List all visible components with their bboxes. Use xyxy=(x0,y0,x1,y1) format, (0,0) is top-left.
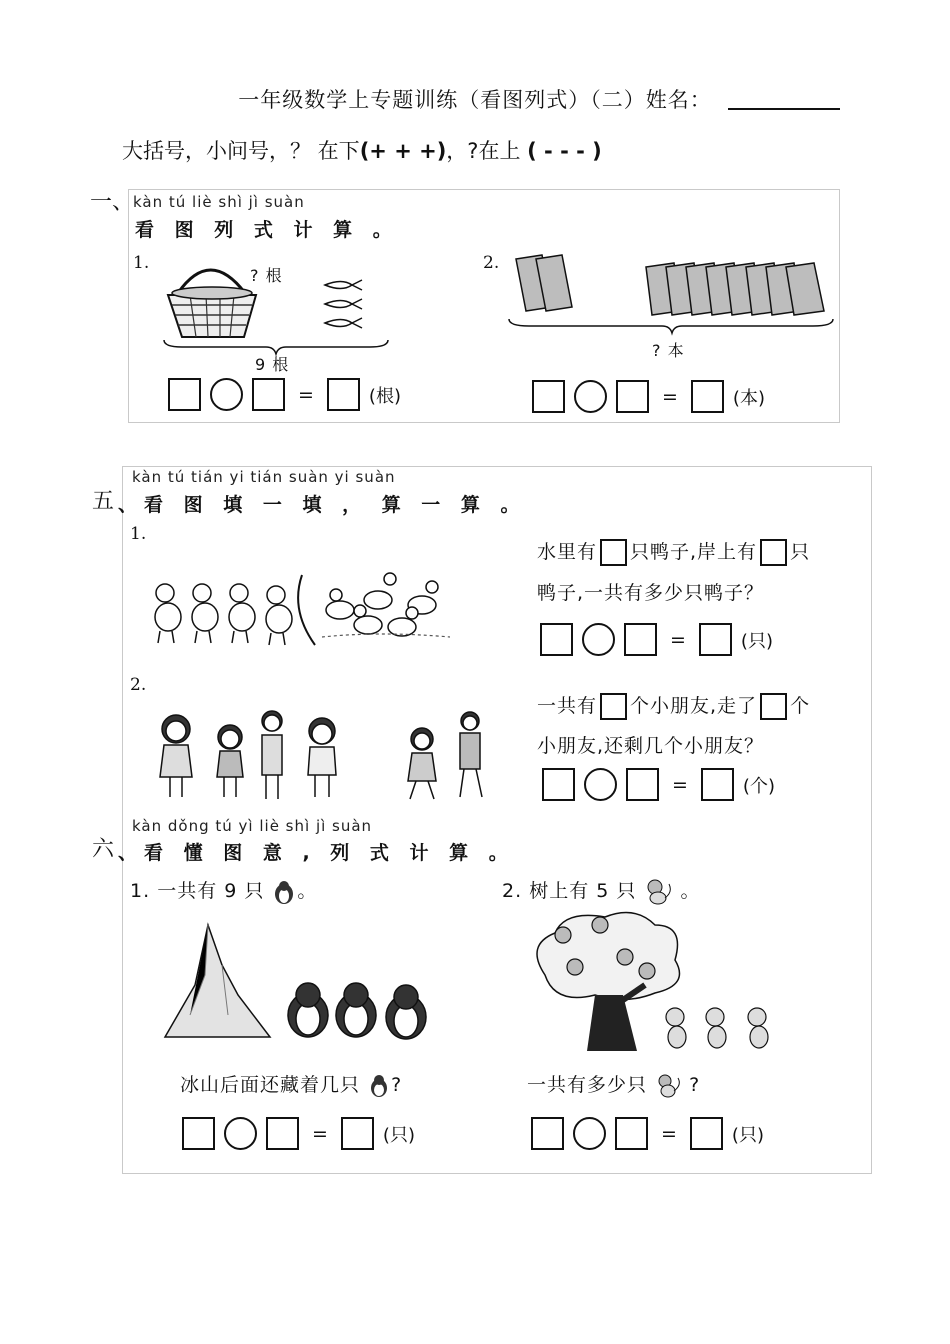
result-box[interactable] xyxy=(690,1117,723,1150)
s6-q2-question-end: ? xyxy=(689,1074,701,1096)
answer-box[interactable] xyxy=(531,1117,564,1150)
unit-label: (只) xyxy=(382,1124,415,1146)
s6-q2-number: 2. xyxy=(502,880,523,902)
fill-box[interactable] xyxy=(600,693,627,720)
section5-heading: 、看 图 填 一 填 ， 算 一 算 。 xyxy=(118,494,527,516)
answer-box[interactable] xyxy=(624,623,657,656)
fill-box[interactable] xyxy=(600,539,627,566)
s5-q2-text xyxy=(537,691,810,721)
answer-box[interactable] xyxy=(615,1117,648,1150)
carrots-image xyxy=(320,278,370,338)
equals-sign: = xyxy=(661,1122,677,1145)
answer-box[interactable] xyxy=(626,768,659,801)
s5-q1-line1-c: 只 xyxy=(790,541,811,563)
s6-q2-text-end: 。 xyxy=(680,880,701,902)
s6-q1-equation xyxy=(182,1117,415,1150)
equals-sign: = xyxy=(672,773,688,796)
s5-q1-line1-b: 只鸭子,岸上有 xyxy=(630,541,758,563)
answer-box[interactable] xyxy=(252,378,285,411)
s1-q2-brace xyxy=(507,317,837,335)
result-box[interactable] xyxy=(341,1117,374,1150)
name-blank-line[interactable] xyxy=(728,108,840,110)
s5-q1-line2: 鸭子,一共有多少只鸭子？ xyxy=(537,582,765,604)
s5-q2-line1-c: 个 xyxy=(790,695,811,717)
s5-q1-text xyxy=(537,537,810,567)
s5-q1-number: 1. xyxy=(130,524,147,544)
equals-sign: = xyxy=(670,628,686,651)
s6-q2-equation xyxy=(531,1117,764,1150)
section6-number: 六 xyxy=(92,837,115,862)
penguin-icon xyxy=(367,1074,391,1098)
section5-pinyin: kàn tú tián yi tián suàn yi suàn xyxy=(132,468,396,486)
books-image xyxy=(514,255,834,317)
operator-circle[interactable] xyxy=(573,1117,606,1150)
s6-q1-text-end: 。 xyxy=(297,880,318,902)
s6-q1-intro xyxy=(130,876,317,905)
s5-q2-line2: 小朋友,还剩几个小朋友？ xyxy=(537,735,765,757)
unit-label: (本) xyxy=(732,387,765,409)
equals-sign: = xyxy=(312,1122,328,1145)
unit-label: (根) xyxy=(368,385,401,407)
s1-q1-number: 1. xyxy=(133,253,150,273)
answer-box[interactable] xyxy=(266,1117,299,1150)
penguin-icon xyxy=(271,879,297,905)
answer-box[interactable] xyxy=(168,378,201,411)
ducks-image xyxy=(150,565,460,650)
s5-q2-equation xyxy=(542,768,775,801)
hint-minus: ( - - - ) xyxy=(527,139,602,163)
hint-plus: (+ + +) xyxy=(359,139,447,163)
s6-q1-question-end: ? xyxy=(391,1074,403,1096)
operator-circle[interactable] xyxy=(224,1117,257,1150)
section1-number: 一、 xyxy=(90,190,135,215)
tree-monkeys-image xyxy=(525,905,795,1060)
section6-pinyin: kàn dǒng tú yì liè shì jì suàn xyxy=(132,817,373,835)
section1-heading: 看 图 列 式 计 算 。 xyxy=(135,219,399,241)
page-title: 一年级数学上专题训练（看图列式）（二）姓名： xyxy=(238,88,712,112)
monkey-icon xyxy=(643,878,673,906)
s6-q1-number: 1. xyxy=(130,880,151,902)
operator-circle[interactable] xyxy=(584,768,617,801)
equals-sign: = xyxy=(298,383,314,406)
answer-box[interactable] xyxy=(540,623,573,656)
s6-q2-text: 树上有 5 只 xyxy=(529,880,637,902)
unit-label: (只) xyxy=(731,1124,764,1146)
children-image xyxy=(150,705,495,805)
hint-mid: ，?在上 xyxy=(446,139,521,163)
result-box[interactable] xyxy=(691,380,724,413)
s5-q2-line1-a: 一共有 xyxy=(537,695,598,717)
s6-q1-question xyxy=(180,1070,402,1098)
unit-label: (只) xyxy=(740,630,773,652)
answer-box[interactable] xyxy=(542,768,575,801)
s6-q1-question-text: 冰山后面还藏着几只 xyxy=(180,1074,361,1096)
result-box[interactable] xyxy=(327,378,360,411)
hint-text xyxy=(122,135,602,165)
unit-label: (个) xyxy=(742,775,775,797)
operator-circle[interactable] xyxy=(574,380,607,413)
fill-box[interactable] xyxy=(760,693,787,720)
s5-q2-number: 2. xyxy=(130,675,147,695)
result-box[interactable] xyxy=(701,768,734,801)
answer-box[interactable] xyxy=(182,1117,215,1150)
result-box[interactable] xyxy=(699,623,732,656)
s6-q2-intro xyxy=(502,876,700,906)
s5-q1-equation xyxy=(540,623,773,656)
s1-q2-question-label: ? 本 xyxy=(652,341,685,360)
hint-prefix: 大括号，小问号，？ 在下 xyxy=(122,139,360,163)
operator-circle[interactable] xyxy=(582,623,615,656)
s6-q2-question-text: 一共有多少只 xyxy=(527,1074,648,1096)
iceberg-penguins-image xyxy=(160,925,440,1045)
s5-q1-line1-a: 水里有 xyxy=(537,541,598,563)
operator-circle[interactable] xyxy=(210,378,243,411)
equals-sign: = xyxy=(662,385,678,408)
monkey-icon xyxy=(654,1073,682,1099)
s6-q2-question xyxy=(527,1070,700,1099)
s1-q2-equation xyxy=(532,380,765,413)
section5-number: 五 xyxy=(92,489,115,514)
s6-q1-text: 一共有 9 只 xyxy=(157,880,265,902)
section6-heading: 、看 懂 图 意 , 列 式 计 算 。 xyxy=(118,842,515,864)
s1-q1-equation xyxy=(168,378,401,411)
s1-q2-number: 2. xyxy=(483,253,500,273)
s1-q1-question-label: ? 根 xyxy=(250,266,283,285)
s1-q1-total-label: 9 根 xyxy=(255,355,290,374)
s5-q2-line1-b: 个小朋友,走了 xyxy=(630,695,758,717)
section1-pinyin: kàn tú liè shì jì suàn xyxy=(133,193,305,211)
answer-box[interactable] xyxy=(532,380,565,413)
answer-box[interactable] xyxy=(616,380,649,413)
fill-box[interactable] xyxy=(760,539,787,566)
